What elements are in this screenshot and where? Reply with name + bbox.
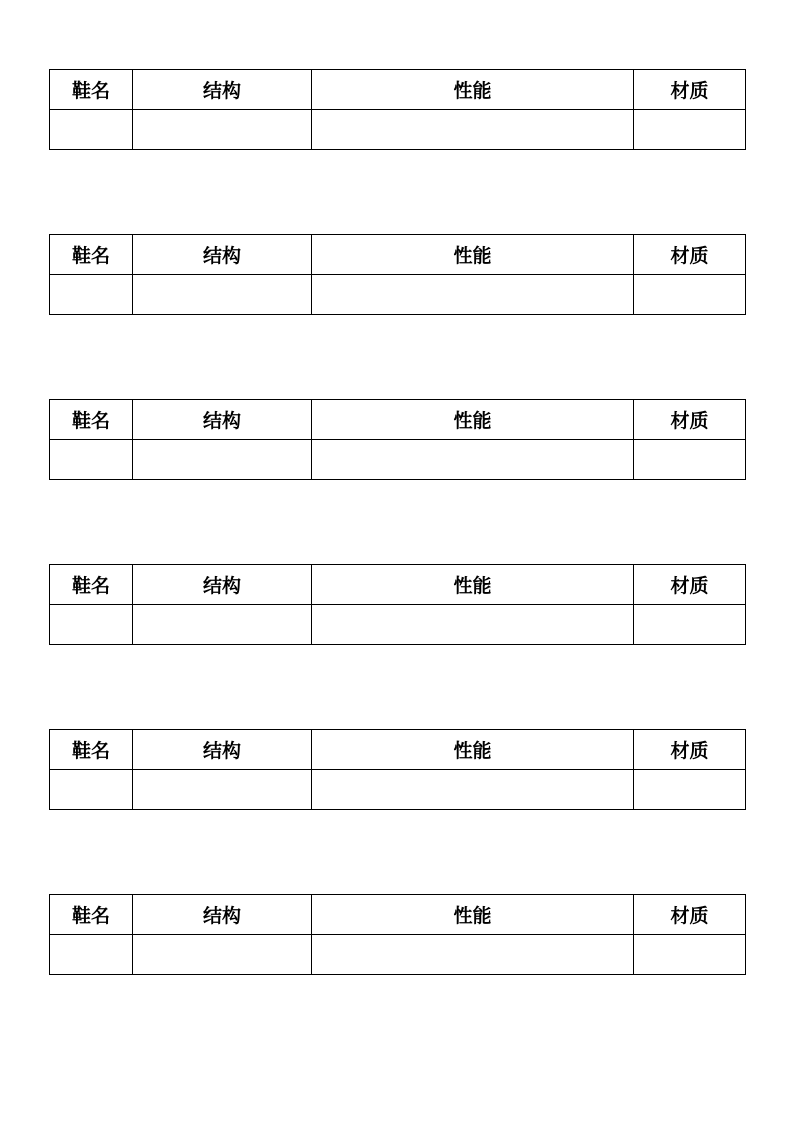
cell-structure[interactable]: [133, 275, 312, 315]
shoe-table-4: [49, 564, 746, 645]
header-performance: 性能: [312, 895, 634, 935]
cell-shoe-name[interactable]: [50, 770, 133, 810]
table-header-row: [50, 235, 746, 275]
header-shoe-name: 鞋名: [50, 235, 133, 275]
cell-material[interactable]: [634, 110, 746, 150]
header-performance: 性能: [312, 400, 634, 440]
table-row: [50, 110, 746, 150]
header-performance: 性能: [312, 235, 634, 275]
cell-shoe-name[interactable]: [50, 110, 133, 150]
header-material: 材质: [634, 70, 746, 110]
header-structure: 结构: [133, 235, 312, 275]
table-row: [50, 770, 746, 810]
cell-structure[interactable]: [133, 440, 312, 480]
header-structure: 结构: [133, 400, 312, 440]
header-shoe-name: 鞋名: [50, 400, 133, 440]
cell-structure[interactable]: [133, 935, 312, 975]
shoe-table-2: [49, 234, 746, 315]
table-header-row: [50, 895, 746, 935]
cell-material[interactable]: [634, 935, 746, 975]
cell-structure[interactable]: [133, 605, 312, 645]
table-header-row: [50, 70, 746, 110]
cell-material[interactable]: [634, 275, 746, 315]
cell-shoe-name[interactable]: [50, 935, 133, 975]
cell-structure[interactable]: [133, 110, 312, 150]
table-header-row: [50, 565, 746, 605]
cell-performance[interactable]: [312, 110, 634, 150]
cell-material[interactable]: [634, 770, 746, 810]
header-structure: 结构: [133, 895, 312, 935]
cell-performance[interactable]: [312, 935, 634, 975]
header-structure: 结构: [133, 565, 312, 605]
header-material: 材质: [634, 565, 746, 605]
header-material: 材质: [634, 730, 746, 770]
header-performance: 性能: [312, 730, 634, 770]
header-shoe-name: 鞋名: [50, 730, 133, 770]
shoe-table-1: [49, 69, 746, 150]
cell-performance[interactable]: [312, 275, 634, 315]
cell-shoe-name[interactable]: [50, 440, 133, 480]
cell-shoe-name[interactable]: [50, 275, 133, 315]
shoe-table-3: [49, 399, 746, 480]
header-shoe-name: 鞋名: [50, 70, 133, 110]
table-row: [50, 275, 746, 315]
header-material: 材质: [634, 235, 746, 275]
header-structure: 结构: [133, 730, 312, 770]
table-row: [50, 935, 746, 975]
cell-performance[interactable]: [312, 440, 634, 480]
header-structure: 结构: [133, 70, 312, 110]
table-header-row: [50, 400, 746, 440]
cell-shoe-name[interactable]: [50, 605, 133, 645]
cell-performance[interactable]: [312, 605, 634, 645]
table-row: [50, 440, 746, 480]
shoe-table-6: [49, 894, 746, 975]
header-shoe-name: 鞋名: [50, 895, 133, 935]
table-row: [50, 605, 746, 645]
header-performance: 性能: [312, 565, 634, 605]
cell-material[interactable]: [634, 440, 746, 480]
header-material: 材质: [634, 895, 746, 935]
cell-performance[interactable]: [312, 770, 634, 810]
header-material: 材质: [634, 400, 746, 440]
shoe-table-5: [49, 729, 746, 810]
header-performance: 性能: [312, 70, 634, 110]
cell-material[interactable]: [634, 605, 746, 645]
header-shoe-name: 鞋名: [50, 565, 133, 605]
cell-structure[interactable]: [133, 770, 312, 810]
table-header-row: [50, 730, 746, 770]
tables-container: [49, 69, 745, 1059]
